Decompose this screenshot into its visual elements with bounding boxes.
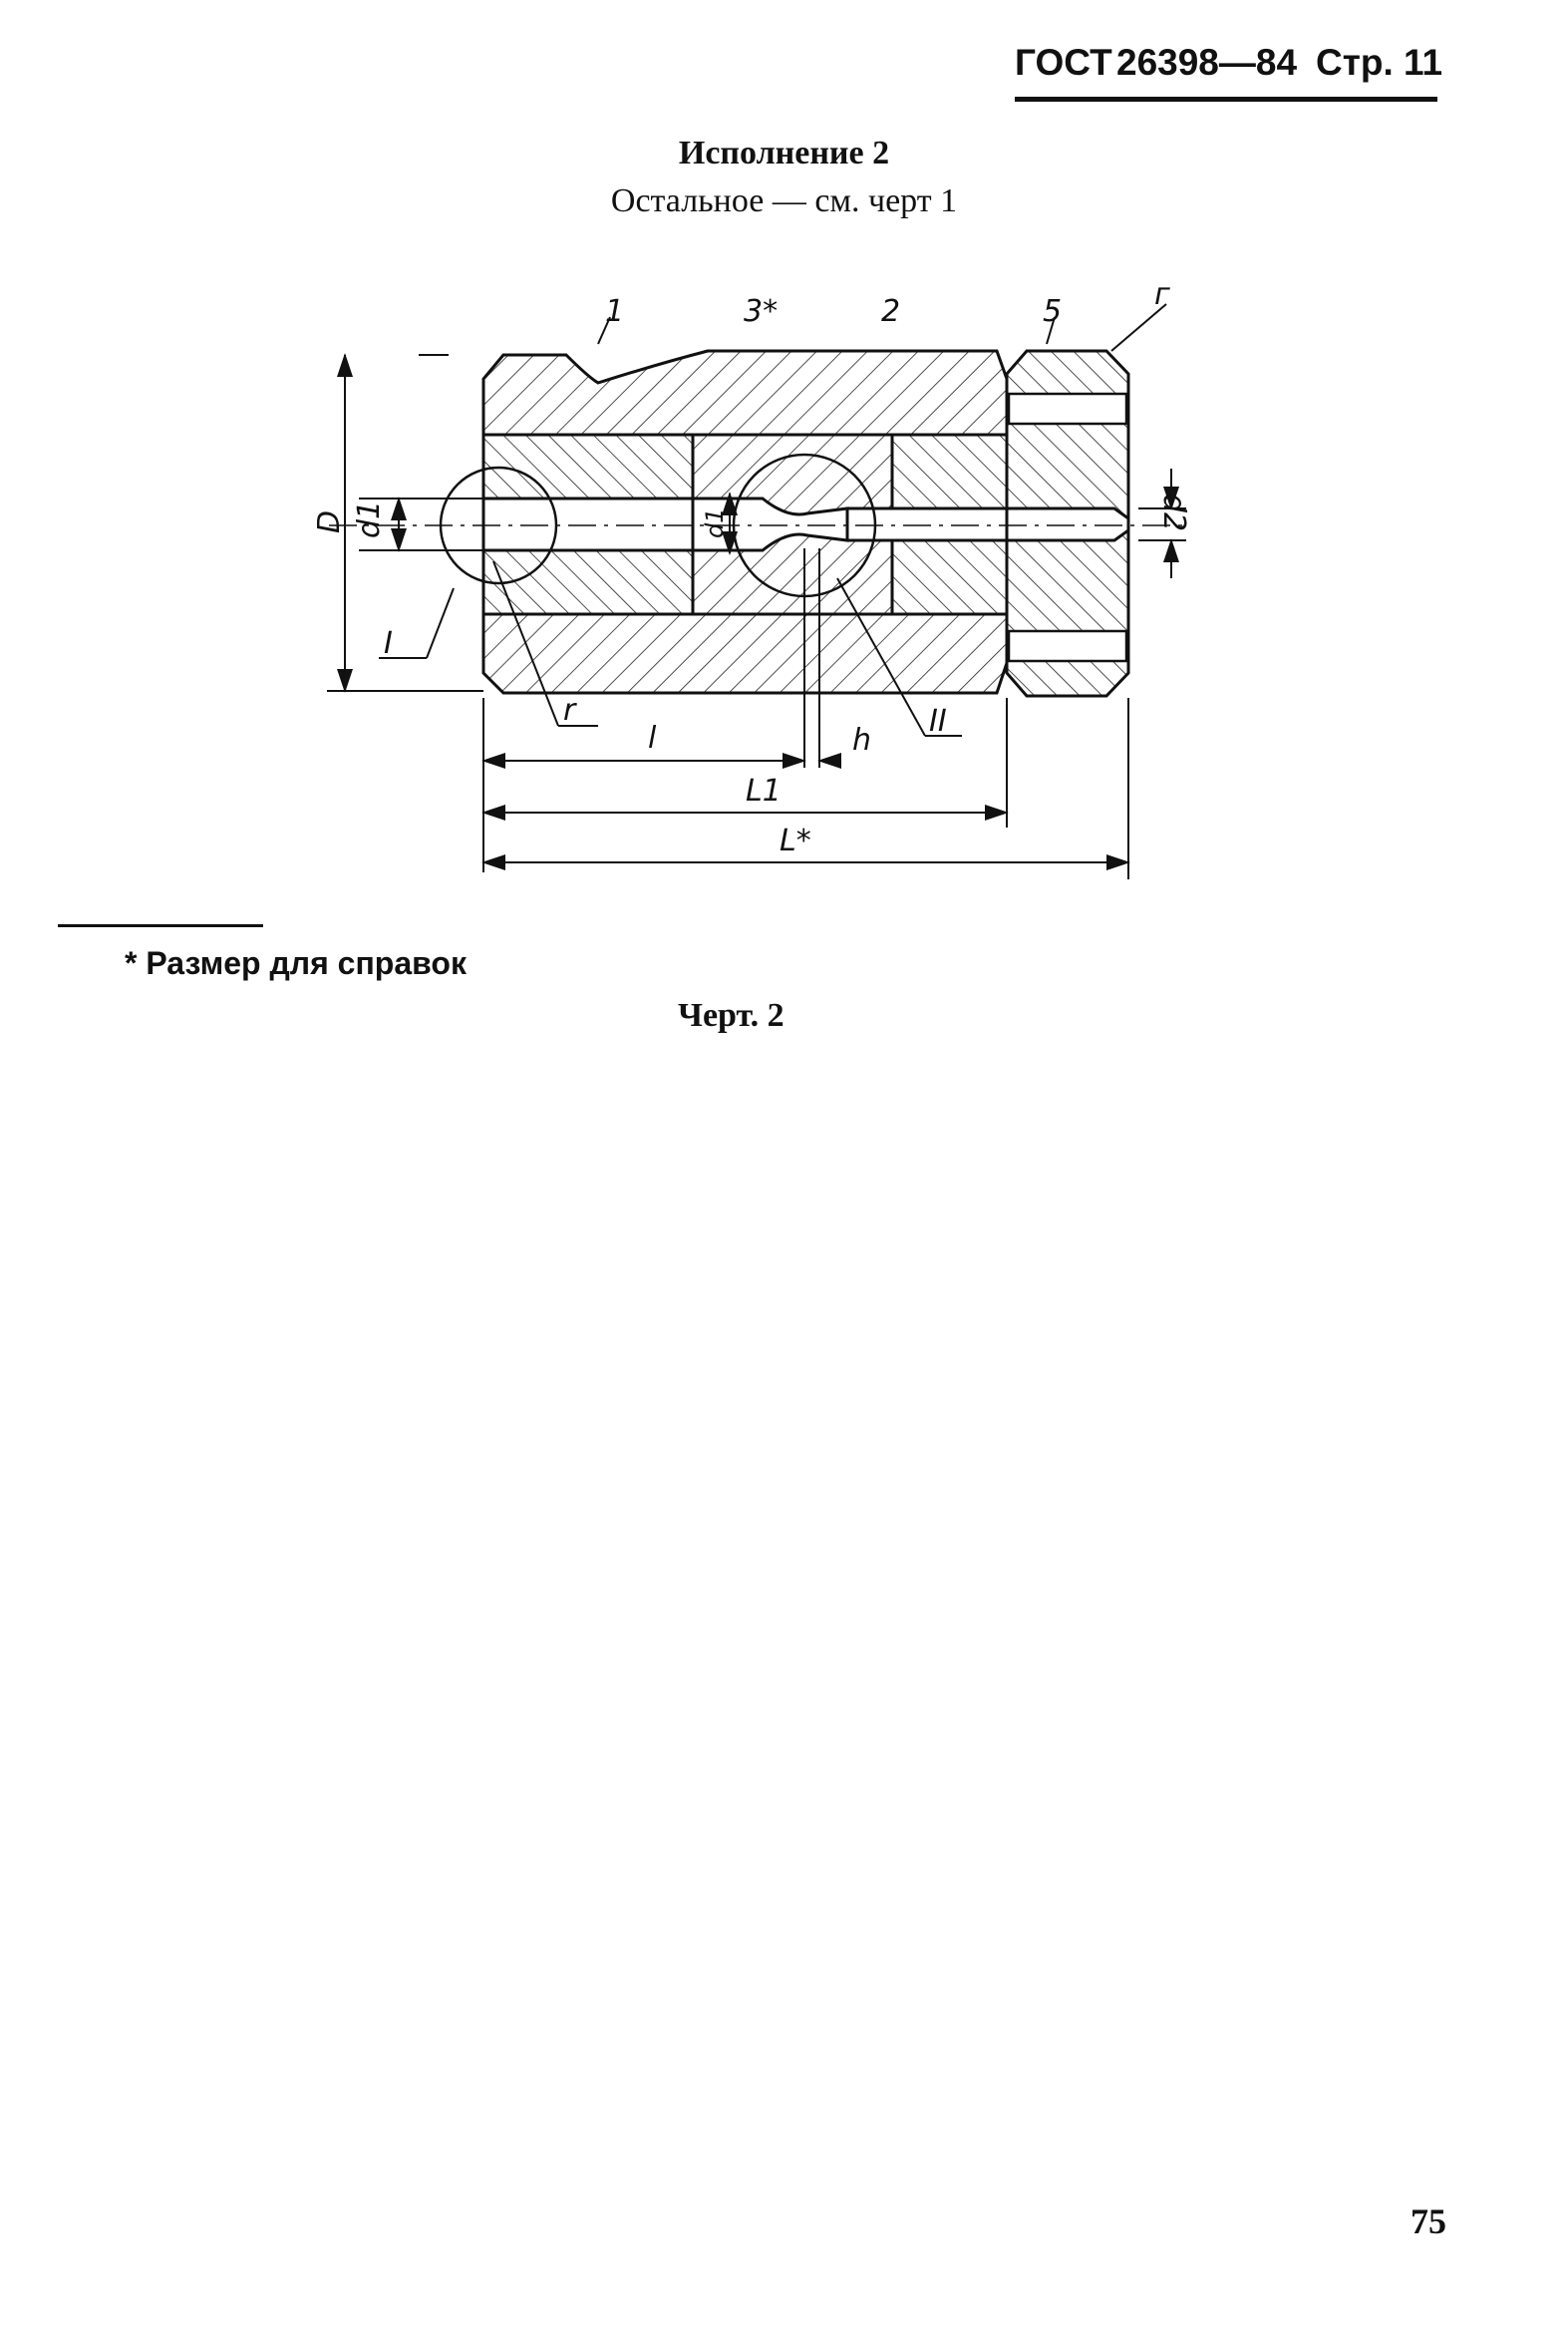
dim-l: l <box>648 721 657 756</box>
label-view-II: II <box>929 704 947 739</box>
variant-note: Остальное — см. черт 1 <box>610 182 958 219</box>
label-part-2: 2 <box>881 294 901 329</box>
footnote: * Размер для справок <box>125 945 467 981</box>
dim-L: L* <box>780 824 811 858</box>
doc-number: 26398—84 <box>1116 42 1298 83</box>
dim-r: r <box>563 693 576 728</box>
label-part-3: 3* <box>744 294 779 329</box>
inner-insert <box>483 435 1007 614</box>
hex-nut <box>1007 351 1128 696</box>
dim-D: D <box>312 509 347 533</box>
label-part-1: 1 <box>605 294 625 329</box>
label-view-I: I <box>384 626 393 661</box>
dim-d1-mid: d1 <box>701 507 729 538</box>
label-part-5: 5 <box>1043 294 1063 329</box>
label-part-g: г <box>1154 277 1170 312</box>
page-number: 75 <box>1411 2201 1446 2241</box>
variant-title: Исполнение 2 <box>678 135 890 171</box>
dim-L1: L1 <box>746 774 782 809</box>
figure-caption: Черт. 2 <box>678 997 784 1034</box>
page-label: Стр. 11 <box>1316 42 1443 83</box>
dim-d1-left: d1 <box>352 500 387 538</box>
dim-h: h <box>852 723 872 758</box>
doc-code: ГОСТ <box>1015 42 1112 83</box>
dim-d2: d2 <box>1156 494 1191 532</box>
footnote-rule <box>58 924 263 927</box>
